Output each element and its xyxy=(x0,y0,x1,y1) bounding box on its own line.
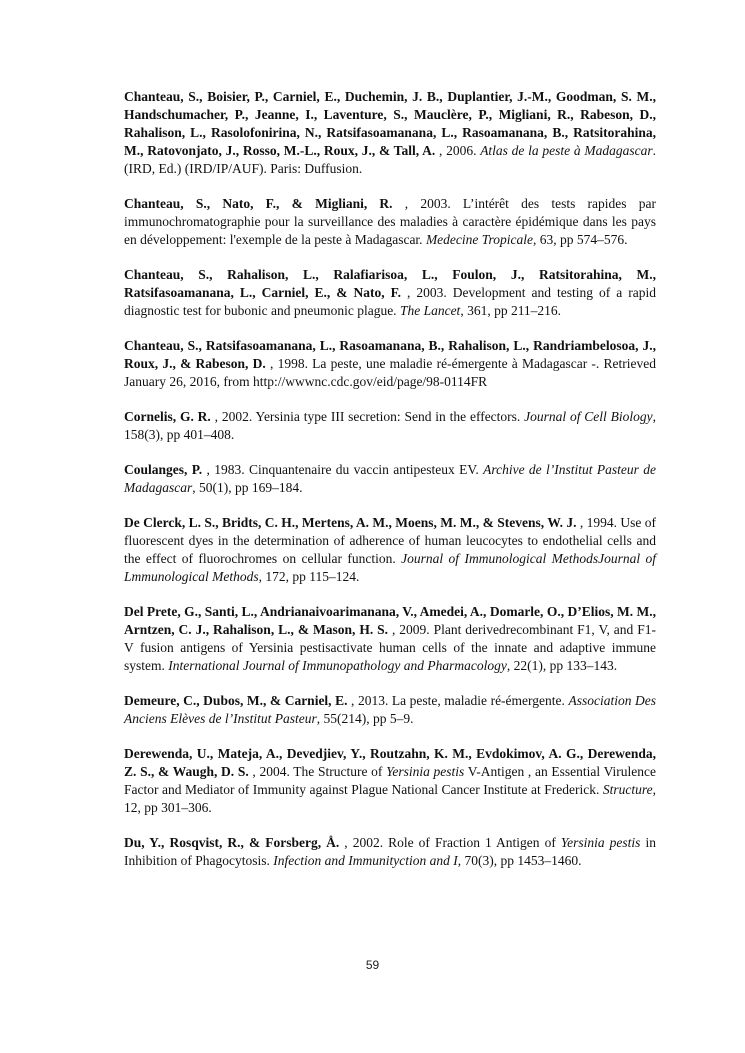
reference-entry-chanteau-1998 xyxy=(124,337,656,391)
reference-year: , 1983. Cinquantenaire du vaccin antipesteux EV. xyxy=(202,462,484,477)
reference-authors: Coulanges, P. xyxy=(124,462,203,477)
reference-year: , 1994. Use of fluorescent dyes in the determination of adherence of human leucocytes to endothelial cells and the effect of fluorochromes on cellular function. xyxy=(124,515,656,566)
reference-authors: Del Prete, G., Santi, L., Andrianaivoarimanana, V., Amedei, A., Domarle, O., D’Elios, M. M., Arntzen, C. J., Rahalison, L., & Mason, H. S. xyxy=(124,604,656,637)
reference-details: , 361, pp 211–216. xyxy=(460,303,562,318)
reference-year: , 2002. Yersinia type III secretion: Send in the effectors. xyxy=(210,409,525,424)
reference-year: , 2003. Development and testing of a rapid diagnostic test for bubonic and pneumonic plague. xyxy=(124,285,656,318)
reference-journal: Association Des Anciens Elèves de l’Institut Pasteur xyxy=(124,693,656,726)
reference-details: , 55(214), pp 5–9. xyxy=(316,711,414,726)
reference-entry-declerck-1994 xyxy=(124,514,656,586)
reference-journal: Journal of Cell Biology xyxy=(524,409,653,424)
reference-entry-cornelis-2002 xyxy=(124,408,656,444)
reference-authors: Chanteau, S., Rahalison, L., Ralafiarisoa, L., Foulon, J., Ratsitorahina, M., Ratsifasoamanana, L., Carniel, E., & Nato, F. xyxy=(124,267,656,300)
reference-journal: Archive de l’Institut Pasteur de Madagascar xyxy=(124,462,656,495)
reference-journal: International Journal of Immunopathology and Pharmacology xyxy=(168,658,507,673)
reference-journal: Journal of Immunological MethodsJournal of Lmmunological Methods xyxy=(124,551,656,584)
reference-details: , 50(1), pp 169–184. xyxy=(192,480,303,495)
reference-journal: The Lancet xyxy=(399,303,461,318)
reference-authors: Cornelis, G. R. xyxy=(124,409,211,424)
reference-details: in Inhibition of Phagocytosis. xyxy=(124,835,656,868)
reference-authors: Chanteau, S., Nato, F., & Migliani, R. xyxy=(124,196,393,211)
reference-species: Yersinia pestis xyxy=(560,835,641,850)
reference-details: . (IRD, Ed.) (IRD/IP/AUF). Paris: Duffusion. xyxy=(124,143,657,176)
reference-entry-demeure-2013 xyxy=(124,692,656,728)
reference-authors: Demeure, C., Dubos, M., & Carniel, E. xyxy=(124,693,348,708)
reference-year: , 2006. xyxy=(435,143,481,158)
reference-entry-coulanges-1983 xyxy=(124,461,656,497)
reference-year: , 2003. L’intérêt des tests rapides par immunochromatographie pour la surveillance des maladies à caractère épidémique dans les pays en développement: l'exemple de la peste à Madagascar. xyxy=(124,196,656,247)
reference-details: , 12, pp 301–306. xyxy=(124,782,656,815)
reference-entry-chanteau-2003b xyxy=(124,266,656,320)
page-number: 59 xyxy=(365,958,380,972)
reference-list xyxy=(124,88,656,887)
reference-journal: Infection and Immunityction and I xyxy=(273,853,458,868)
reference-authors: Derewenda, U., Mateja, A., Devedjiev, Y., Routzahn, K. M., Evdokimov, A. G., Derewenda, Z. S., & Waugh, D. S. xyxy=(124,746,656,779)
reference-entry-delprete-2009 xyxy=(124,603,656,675)
reference-details: , 70(3), pp 1453–1460. xyxy=(457,853,582,868)
reference-entry-chanteau-2003a xyxy=(124,195,656,249)
reference-journal: Medecine Tropicale xyxy=(425,232,534,247)
reference-journal: Structure xyxy=(602,782,653,797)
reference-details: , 158(3), pp 401–408. xyxy=(124,409,656,442)
reference-details: V-Antigen , an Essential Virulence Factor and Mediator of Immunity against Plague National Cancer Institute at Frederick. xyxy=(124,764,657,797)
reference-authors: Chanteau, S., Boisier, P., Carniel, E., Duchemin, J. B., Duplantier, J.-M., Goodman, S. M., Handschumacher, P., Jeanne, I., Laventure, S., Mauclère, P., Migliani, R., Rabeson, D., Rahalison, L., Rasolofonirina, N., Ratsifasoamanana, L., Rasoamanana, B., Ratsitorahina, M., Ratovonjato, J., Rosso, M.-L., Roux, J., & Tall, A. xyxy=(124,89,656,158)
reference-entry-derewenda-2004 xyxy=(124,745,656,817)
reference-species: Yersinia pestis xyxy=(386,764,465,779)
reference-entry-chanteau-2006 xyxy=(124,88,656,178)
reference-year: , 2004. The Structure of xyxy=(248,764,387,779)
reference-details: , 22(1), pp 133–143. xyxy=(506,658,618,673)
reference-year: , 2002. Role of Fraction 1 Antigen of xyxy=(339,835,561,850)
reference-details: , 172, pp 115–124. xyxy=(258,569,360,584)
reference-details: , 63, pp 574–576. xyxy=(533,232,628,247)
reference-year: , 2013. La peste, maladie ré-émergente. xyxy=(347,693,569,708)
reference-year: , 2009. Plant derivedrecombinant F1, V, and F1-V fusion antigens of Yersinia pestisactivate human cells of the innate and adaptive immune system. xyxy=(124,622,656,673)
reference-title: Atlas de la peste à Madagascar xyxy=(480,143,653,158)
reference-authors: Du, Y., Rosqvist, R., & Forsberg, Å. xyxy=(124,835,340,850)
reference-entry-du-2002 xyxy=(124,834,656,870)
reference-details: , 1998. La peste, une maladie ré-émergente à Madagascar -. Retrieved January 26, 2016, from http://wwwnc.cdc.gov/eid/page/98-0114FR xyxy=(124,356,656,389)
reference-authors: Chanteau, S., Ratsifasoamanana, L., Rasoamanana, B., Rahalison, L., Randriambelosoa, J., Roux, J., & Rabeson, D. xyxy=(124,338,656,371)
reference-authors: De Clerck, L. S., Bridts, C. H., Mertens, A. M., Moens, M. M., & Stevens, W. J. xyxy=(124,515,577,530)
